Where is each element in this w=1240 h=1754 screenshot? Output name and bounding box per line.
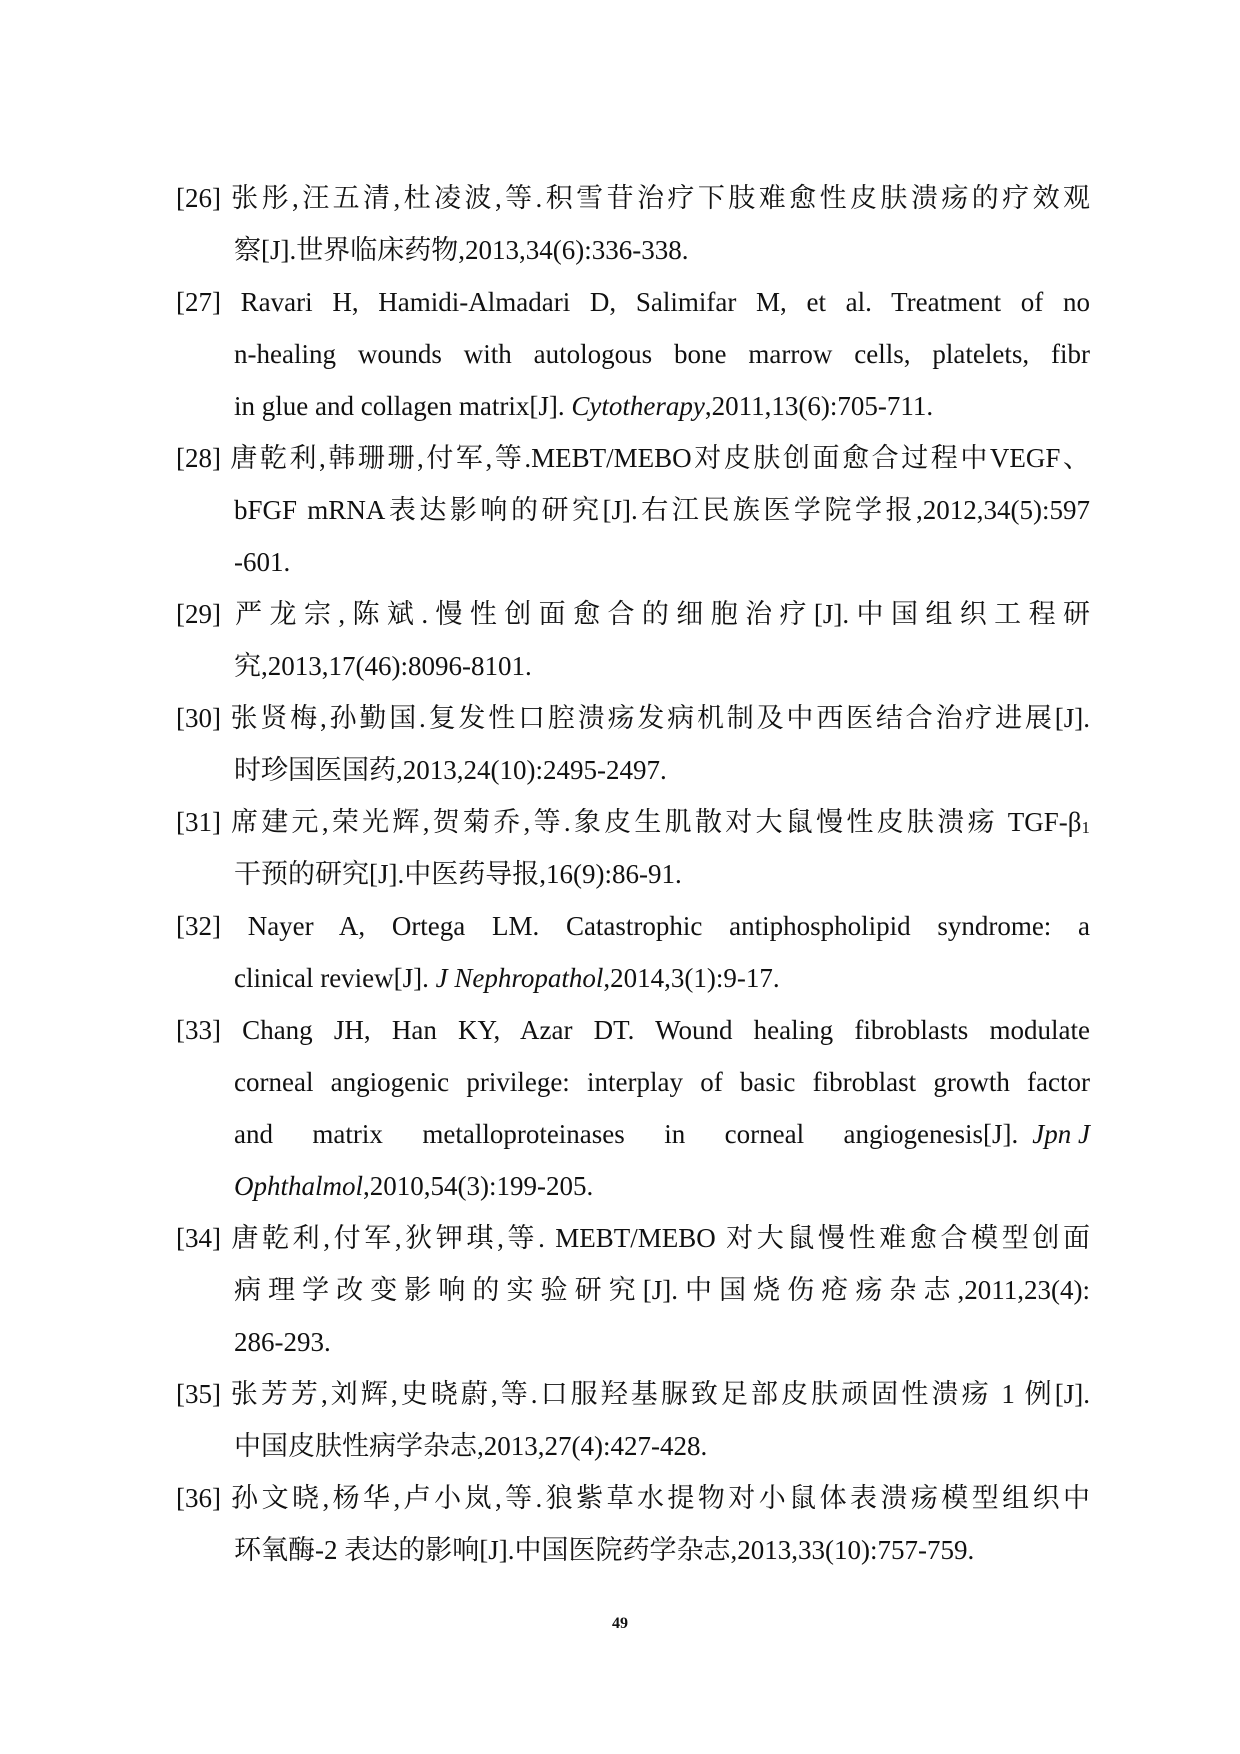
journal-title: Cytotherapy [571, 391, 705, 421]
reference-text: [31] 席建元,荣光辉,贺菊乔,等.象皮生肌散对大鼠慢性皮肤溃疡 TGF-β [176, 807, 1082, 837]
reference-line: 中国皮肤性病学杂志,2013,27(4):427-428. [234, 1431, 708, 1461]
reference-line: 干预的研究[J].中医药导报,16(9):86-91. [234, 859, 682, 889]
reference-line [176, 796, 1090, 848]
reference-line: [29] 严龙宗,陈斌.慢性创面愈合的细胞治疗[J].中国组织工程研 [176, 599, 1090, 629]
reference-line [176, 952, 1090, 1004]
reference-30 [176, 692, 1090, 796]
journal-title: Ophthalmol [234, 1171, 364, 1201]
journal-title: Jpn J [1032, 1119, 1090, 1149]
reference-31 [176, 796, 1090, 900]
reference-29 [176, 588, 1090, 692]
reference-text: ,2011,13(6):705-711. [704, 391, 934, 421]
reference-36 [176, 1472, 1090, 1576]
reference-26 [176, 172, 1090, 276]
reference-line: [27] Ravari H, Hamidi-Almadari D, Salimifar M, et al. Treatment of no [176, 287, 1090, 317]
reference-line: 病理学改变影响的实验研究[J].中国烧伤疮疡杂志,2011,23(4): [234, 1275, 1090, 1305]
page-number: 49 [612, 1615, 628, 1632]
reference-line: [34] 唐乾利,付军,狄钾琪,等. MEBT/MEBO 对大鼠慢性难愈合模型创面 [176, 1223, 1090, 1253]
reference-line: 察[J].世界临床药物,2013,34(6):336-338. [234, 235, 689, 265]
reference-line: [30] 张贤梅,孙勤国.复发性口腔溃疡发病机制及中西医结合治疗进展[J]. [176, 703, 1090, 733]
journal-title: J Nephropathol [435, 963, 604, 993]
reference-35 [176, 1368, 1090, 1472]
reference-text: ,2010,54(3):199-205. [363, 1171, 594, 1201]
reference-32 [176, 900, 1090, 1004]
reference-line: bFGF mRNA表达影响的研究[J].右江民族医学院学报,2012,34(5):597 [234, 495, 1090, 525]
reference-line: [36] 孙文晓,杨华,卢小岚,等.狼紫草水提物对小鼠体表溃疡模型组织中 [176, 1483, 1090, 1513]
reference-27 [176, 276, 1090, 432]
reference-line: [33] Chang JH, Han KY, Azar DT. Wound healing fibroblasts modulate [176, 1015, 1090, 1045]
reference-line: 286-293. [234, 1327, 331, 1357]
reference-34 [176, 1212, 1090, 1368]
reference-text: and matrix metalloproteinases in corneal angiogenesis[J]. [234, 1119, 1019, 1149]
reference-line: corneal angiogenic privilege: interplay of basic fibroblast growth factor [234, 1067, 1090, 1097]
reference-line: 时珍国医国药,2013,24(10):2495-2497. [234, 755, 667, 785]
reference-line: [35] 张芳芳,刘辉,史晓蔚,等.口服羟基脲致足部皮肤顽固性溃疡 1 例[J]. [176, 1379, 1090, 1409]
reference-line [176, 1108, 1090, 1160]
reference-line: [26] 张彤,汪五清,杜凌波,等.积雪苷治疗下肢难愈性皮肤溃疡的疗效观 [176, 183, 1090, 213]
reference-line: 环氧酶-2 表达的影响[J].中国医院药学杂志,2013,33(10):757-759. [234, 1535, 975, 1565]
reference-text: clinical review[J]. [234, 963, 436, 993]
reference-line: 究,2013,17(46):8096-8101. [234, 651, 532, 681]
reference-28 [176, 432, 1090, 588]
reference-line: n-healing wounds with autologous bone marrow cells, platelets, fibr [234, 339, 1090, 369]
reference-line: -601. [234, 547, 291, 577]
reference-text: ,2014,3(1):9-17. [603, 963, 780, 993]
reference-line [176, 380, 1090, 432]
reference-list [176, 172, 1090, 1576]
reference-line [176, 1160, 1090, 1212]
reference-text: in glue and collagen matrix[J]. [234, 391, 572, 421]
reference-line: [28] 唐乾利,韩珊珊,付军,等.MEBT/MEBO对皮肤创面愈合过程中VEGF、 [176, 443, 1090, 473]
subscript: 1 [1081, 818, 1090, 837]
reference-line: [32] Nayer A, Ortega LM. Catastrophic antiphospholipid syndrome: a [176, 911, 1090, 941]
reference-33 [176, 1004, 1090, 1212]
